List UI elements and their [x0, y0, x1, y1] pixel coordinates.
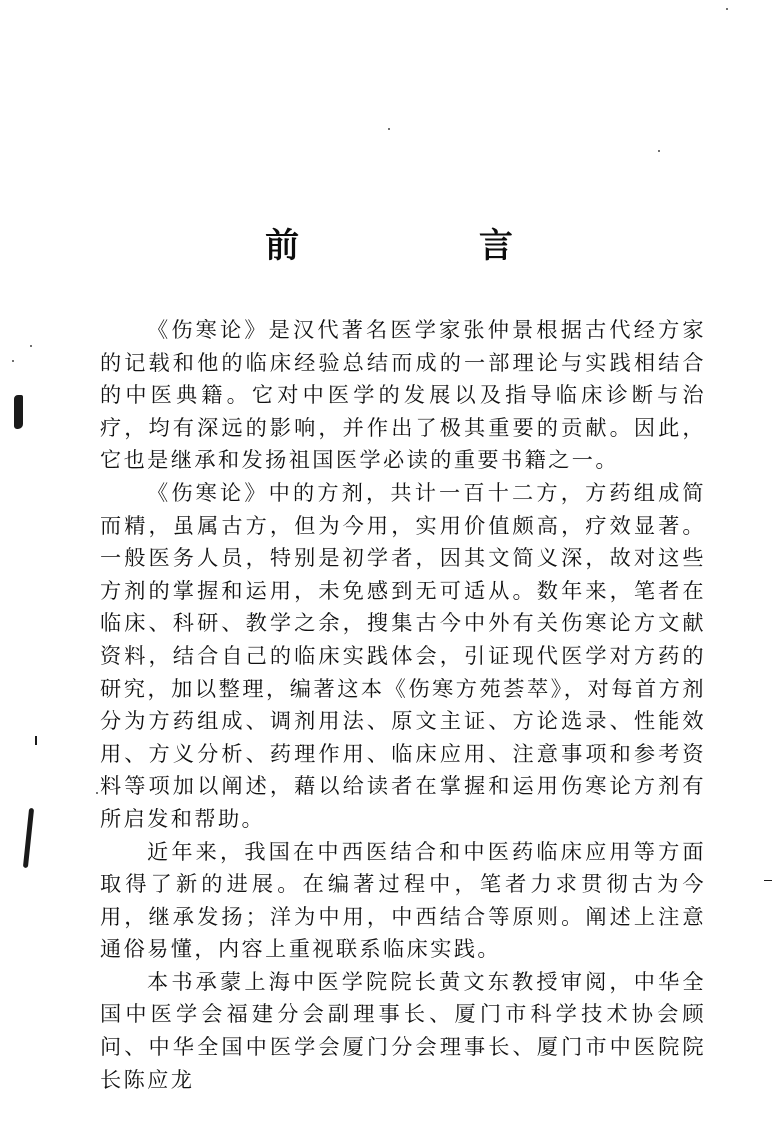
scan-blot: [764, 880, 772, 881]
scan-speck: [96, 792, 98, 794]
scan-speck: [726, 8, 728, 10]
scan-speck: [658, 150, 660, 152]
paragraph: 本书承蒙上海中医学院院长黄文东教授审阅，中华全国中医学会福建分会副理事长、厦门市科学技术协会顾问、中华全国中医学会厦门分会理事长、厦门市中医院院长陈应龙: [100, 968, 706, 1092]
scan-speck: [30, 345, 32, 347]
paragraph: 近年来，我国在中西医结合和中医药临床应用等方面取得了新的进展。在编著过程中，笔者力求贯彻古为今用，继承发扬；洋为中用，中西结合等原则。阐述上注意通俗易懂，内容上重视联系临床实践。: [100, 838, 706, 962]
scan-blot: [14, 395, 23, 429]
paragraph: 《伤寒论》是汉代著名医学家张仲景根据古代经方家的记载和他的临床经验总结而成的一部理论与实践相结合的中医典籍。它对中医学的发展以及指导临床诊断与治疗，均有深远的影响，并作出了极其重要的贡献。因此，它也是继承和发扬祖国医学必读的重要书籍之一。: [100, 317, 706, 473]
scan-blot: [35, 736, 37, 745]
page-title: 前 言: [265, 226, 597, 266]
scan-speck: [388, 128, 390, 130]
scan-speck: [12, 360, 14, 362]
preface-body: [100, 314, 706, 1096]
scan-blot: [23, 808, 34, 868]
paragraph: 《伤寒论》中的方剂，共计一百十二方，方药组成简而精，虽属古方，但为今用，实用价值颇高，疗效显著。一般医务人员，特别是初学者，因其文简义深，故对这些方剂的掌握和运用，未免感到无可适从。数年来，笔者在临床、科研、教学之余，搜集古今中外有关伤寒论方文献资料，结合自己的临床实践体会，引证现代医学对方药的研究，加以整理，编著这本《伤寒方苑荟萃》，对每首方剂分为方药组成、调剂用法、原文主证、方论选录、性能效用、方义分析、药理作用、临床应用、注意事项和参考资料等项加以阐述，藉以给读者在掌握和运用伤寒论方剂有所启发和帮助。: [100, 479, 706, 831]
